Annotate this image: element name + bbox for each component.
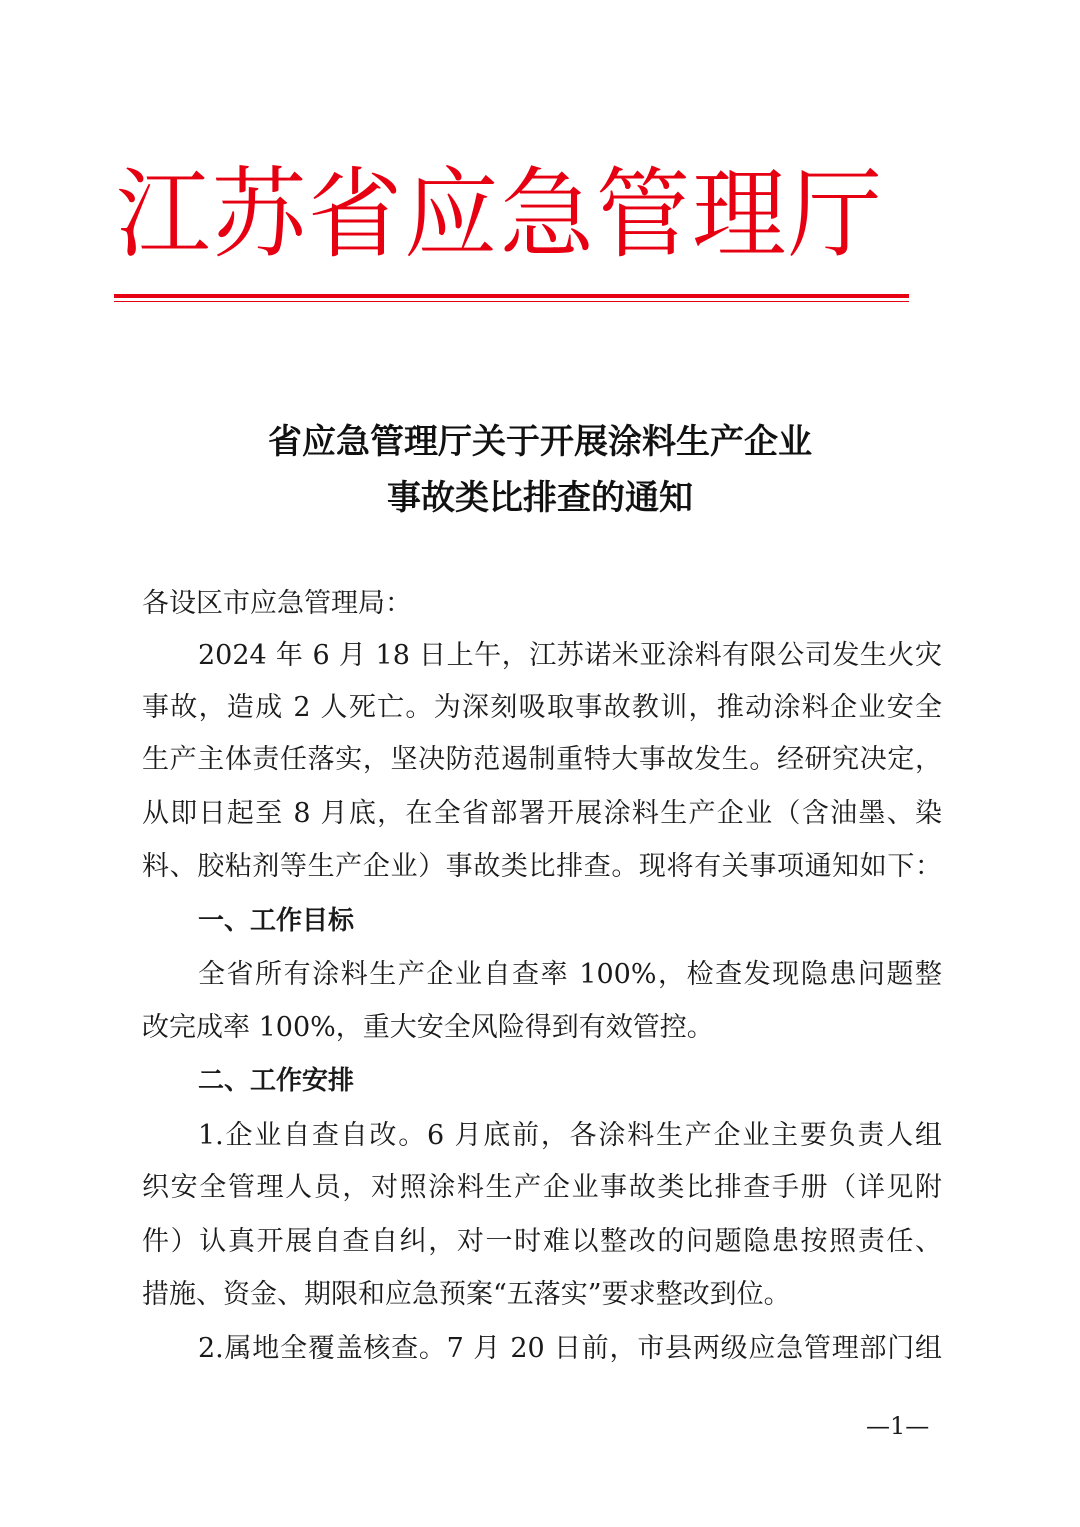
arrangement-item-1-line: 件）认真开展自查自纠，对一时难以整改的问题隐患按照责任、 xyxy=(142,1226,942,1257)
arrangement-item-1-line: 1.企业自查自改。6 月底前，各涂料生产企业主要负责人组 xyxy=(198,1120,942,1151)
goals-line: 全省所有涂料生产企业自查率 100%，检查发现隐患问题整 xyxy=(198,959,942,990)
agency-masthead: 江苏省应急管理厅 xyxy=(116,158,885,272)
masthead-red-rule-thin xyxy=(114,301,909,302)
intro-line: 从即日起至 8 月底，在全省部署开展涂料生产企业（含油墨、染 xyxy=(142,798,942,829)
section-heading-arrangements: 二、工作安排 xyxy=(198,1066,355,1096)
document-title-line-2: 事故类比排查的通知 xyxy=(387,478,693,518)
intro-line: 2024 年 6 月 18 日上午，江苏诺米亚涂料有限公司发生火灾 xyxy=(198,640,942,671)
intro-line: 料、胶粘剂等生产企业）事故类比排查。现将有关事项通知如下： xyxy=(142,851,942,882)
goals-line: 改完成率 100%，重大安全风险得到有效管控。 xyxy=(142,1012,714,1043)
arrangement-item-1-line: 措施、资金、期限和应急预案“五落实”要求整改到位。 xyxy=(142,1279,791,1310)
masthead-red-rule xyxy=(114,294,909,298)
arrangement-item-2-line: 2.属地全覆盖核查。7 月 20 日前，市县两级应急管理部门组 xyxy=(198,1333,942,1364)
document-title-line-1: 省应急管理厅关于开展涂料生产企业 xyxy=(268,422,812,462)
salutation: 各设区市应急管理局： xyxy=(142,588,412,619)
page-number: —1— xyxy=(866,1412,930,1440)
arrangement-item-1-line: 织安全管理人员，对照涂料生产企业事故类比排查手册（详见附 xyxy=(142,1172,942,1203)
intro-line: 生产主体责任落实，坚决防范遏制重特大事故发生。经研究决定， xyxy=(142,744,942,775)
section-heading-goals: 一、工作目标 xyxy=(198,906,355,936)
intro-line: 事故，造成 2 人死亡。为深刻吸取事故教训，推动涂料企业安全 xyxy=(142,692,942,723)
